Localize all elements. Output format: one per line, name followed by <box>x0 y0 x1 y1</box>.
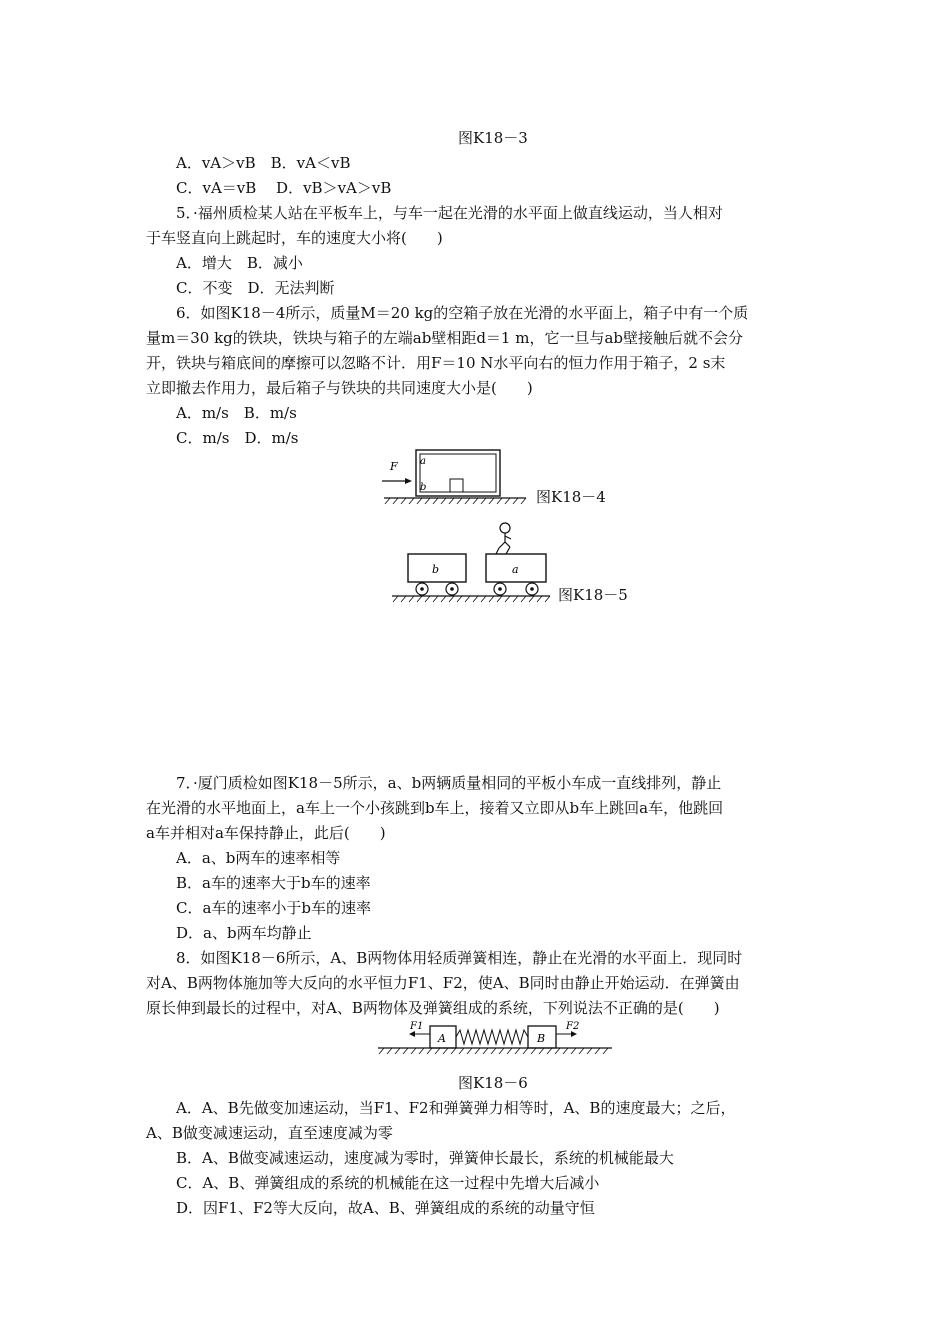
q6-options-ab: A．m/s B．m/s <box>176 404 297 422</box>
q7-stem-line3: a车并相对a车保持静止，此后( ) <box>146 824 386 842</box>
q6-stem-line3: 开，铁块与箱底间的摩擦可以忽略不计．用F＝10 N水平向右的恒力作用于箱子，2 s末 <box>146 354 726 372</box>
q5-options-ab: A．增大 B．减小 <box>176 254 303 272</box>
figure-k18-5-carts-diagram <box>384 518 558 604</box>
force-label-f: F <box>390 460 398 473</box>
q8-option-a-line1: A．A、B先做变加速运动，当F1、F2和弹簧弹力相等时，A、B的速度最大；之后， <box>146 1099 736 1117</box>
q7-option-a: A．a、b两车的速率相等 <box>176 849 341 867</box>
q7-option-d: D．a、b两车均静止 <box>176 924 312 942</box>
wall-label-a: a <box>420 456 426 467</box>
figure-caption-k18-6: 图K18－6 <box>458 1074 528 1092</box>
figure-caption-k18-4: 图K18－4 <box>536 488 606 506</box>
figure-k18-6-spring-diagram <box>376 1018 614 1058</box>
q5-stem-line2: 于车竖直向上跳起时，车的速度大小将( ) <box>146 229 443 247</box>
figure-caption-k18-5: 图K18－5 <box>558 586 628 604</box>
q7-stem-line1: 7．·厦门质检如图K18－5所示，a、b两辆质量相同的平板小车成一直线排列，静止 <box>146 774 722 792</box>
ground-hatching <box>385 498 526 504</box>
q8-option-c: C．A、B、弹簧组成的系统的机械能在这一过程中先增大后减小 <box>146 1174 600 1192</box>
q6-stem-line2: 量m＝30 kg的铁块，铁块与箱子的左端ab壁相距d＝1 m，它一旦与ab壁接触后就不会分 <box>146 329 744 347</box>
force-f1-label: F1 <box>410 1021 424 1032</box>
q4-options-cd: C．vA＝vB D．vB＞vA＞vB <box>176 179 392 197</box>
q6-stem-line1: 6．如图K18－4所示，质量M＝20 kg的空箱子放在光滑的水平面上，箱子中有一个质 <box>146 304 749 322</box>
figure-k18-4-box-diagram <box>376 446 536 508</box>
iron-block <box>450 479 463 492</box>
q8-stem-line3: 原长伸到最长的过程中，对A、B两物体及弹簧组成的系统，下列说法不正确的是( ) <box>146 999 720 1017</box>
block-a-label: A <box>438 1032 446 1045</box>
spring <box>456 1030 528 1044</box>
ground-hatching <box>393 596 550 602</box>
child-figure <box>496 523 511 554</box>
block-b-label: B <box>537 1032 546 1045</box>
q8-option-a-line2: A、B做变减速运动，直至速度减为零 <box>146 1124 393 1142</box>
q8-stem-line1: 8．如图K18－6所示，A、B两物体用轻质弹簧相连，静止在光滑的水平面上．现同时 <box>146 949 743 967</box>
q7-option-b: B．a车的速率大于b车的速率 <box>176 874 371 892</box>
q6-stem-line4: 立即撤去作用力，最后箱子与铁块的共同速度大小是( ) <box>146 379 533 397</box>
box-inner-wall <box>420 454 496 492</box>
force-f2-label: F2 <box>566 1021 580 1032</box>
cart-a-label: a <box>512 563 519 576</box>
q8-option-b: B．A、B做变减速运动，速度减为零时，弹簧伸长最长，系统的机械能最大 <box>146 1149 674 1167</box>
ground-hatching <box>379 1048 608 1054</box>
box-outer-wall <box>416 450 500 496</box>
q8-stem-line2: 对A、B两物体施加等大反向的水平恒力F1、F2，使A、B同时由静止开始运动．在弹簧由 <box>146 974 740 992</box>
q7-stem-line2: 在光滑的水平地面上，a车上一个小孩跳到b车上，接着又立即从b车上跳回a车，他跳回 <box>146 799 724 817</box>
q5-options-cd: C．不变 D．无法判断 <box>176 279 335 297</box>
force-arrow-head <box>405 478 412 484</box>
q8-option-d: D．因F1、F2等大反向，故A、B、弹簧组成的系统的动量守恒 <box>146 1199 595 1217</box>
q4-options-ab: A．vA＞vB B．vA＜vB <box>176 154 351 172</box>
q6-options-cd: C．m/s D．m/s <box>176 429 299 447</box>
cart-b-label: b <box>432 563 440 576</box>
figure-caption-k18-3: 图K18－3 <box>458 129 528 147</box>
wall-label-b: b <box>420 482 427 493</box>
q7-option-c: C．a车的速率小于b车的速率 <box>176 899 372 917</box>
q5-stem-line1: 5．·福州质检某人站在平板车上，与车一起在光滑的水平面上做直线运动，当人相对 <box>146 204 723 222</box>
